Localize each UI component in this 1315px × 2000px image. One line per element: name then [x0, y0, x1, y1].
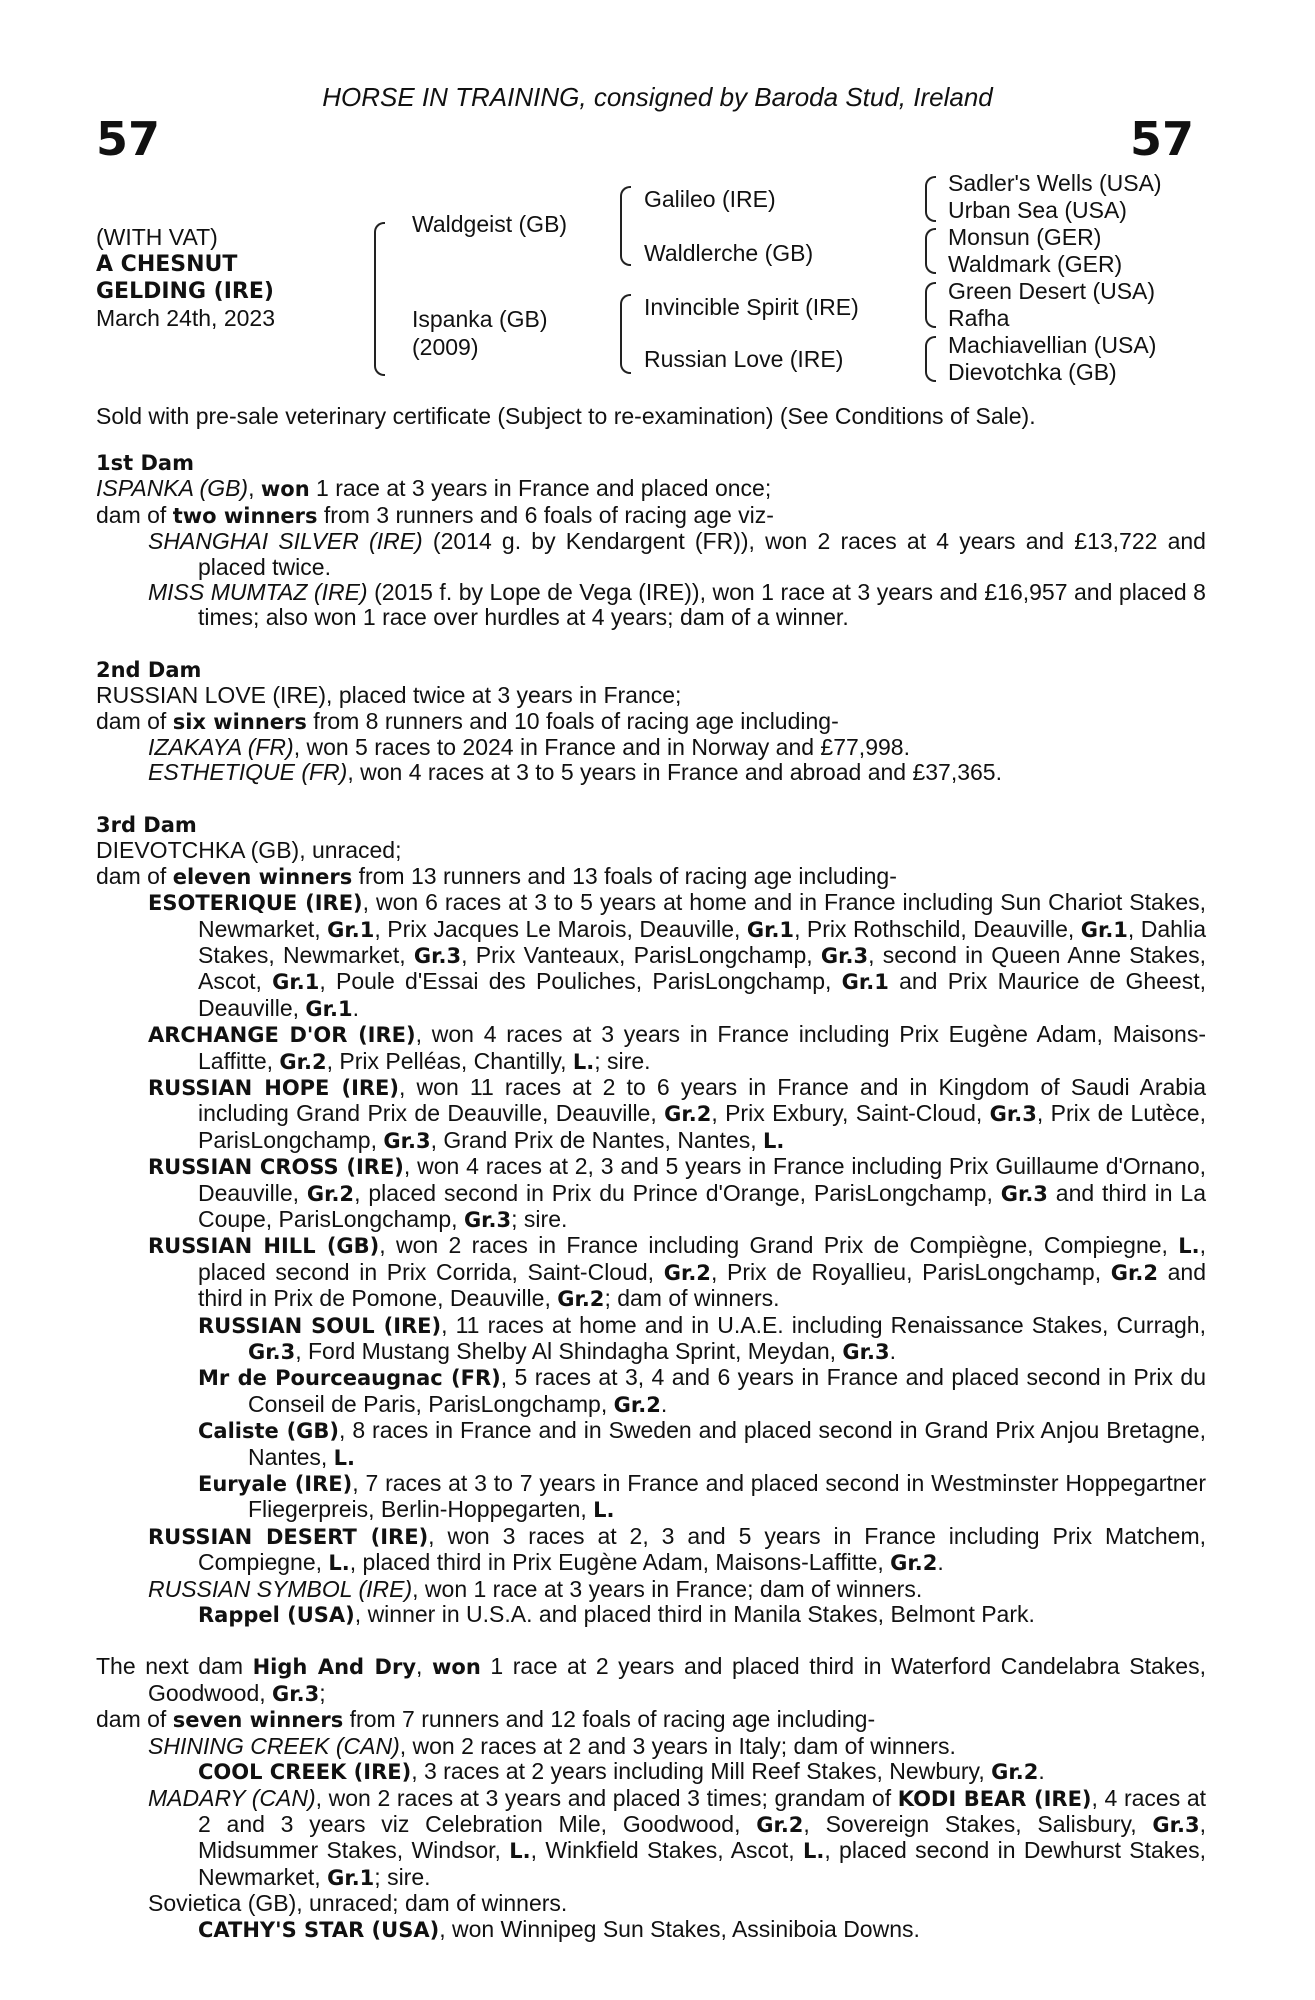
third-dam-produce-line: dam of eleven winners from 13 runners and 13 foals of racing age including-: [96, 862, 897, 889]
second-dam-line: RUSSIAN LOVE (IRE), placed twice at 3 years in France;: [96, 682, 682, 709]
produce-subentry: Caliste (GB), 8 races in France and in Sweden and placed second in Grand Prix Anjou Bretagne, Nantes, L.: [198, 1417, 1206, 1470]
subject-line-1: A CHESNUT: [96, 252, 238, 277]
lot-number-left: 57: [96, 112, 161, 166]
brace-g3-4: [925, 336, 936, 382]
produce-subentry: RUSSIAN SOUL (IRE), 11 races at home and in U.A.E. including Renaissance Stakes, Curragh, Gr.3, Ford Mustang Shelby Al Shindagha Sprint, Meydan, Gr.3.: [198, 1311, 1206, 1364]
produce-subentry: Euryale (IRE), 7 races at 3 to 7 years in France and placed second in Westminster Hoppegartner Fliegerpreis, Berlin-Hoppegarten, L.: [198, 1470, 1206, 1523]
produce-entry: IZAKAYA (FR), won 5 races to 2024 in France and in Norway and £77,998.: [148, 734, 910, 761]
produce-entry: MISS MUMTAZ (IRE) (2015 f. by Lope de Vega (IRE)), won 1 race at 3 years and £16,957 and placed 8 times; also won 1 race over hurdles at 4 years; dam of a winner.: [148, 579, 1206, 631]
vet-certificate-note: Sold with pre-sale veterinary certificate (Subject to re-examination) (See Conditions of Sale).: [96, 403, 1036, 429]
vat-note: (WITH VAT): [96, 224, 218, 250]
pedigree-ggs-3: Green Desert (USA): [948, 278, 1156, 304]
pedigree-sire: Waldgeist (GB): [412, 211, 568, 237]
produce-subentry: Mr de Pourceaugnac (FR), 5 races at 3, 4 and 6 years in France and placed second in Prix du Conseil de Paris, ParisLongchamp, Gr.2.: [198, 1364, 1207, 1417]
pedigree-dam: Ispanka (GB): [412, 306, 548, 332]
pedigree-ggs-2: Monsun (GER): [948, 224, 1102, 250]
brace-g3-3: [925, 282, 936, 328]
subject-line-2: GELDING (IRE): [96, 279, 274, 304]
produce-entry: ESTHETIQUE (FR), won 4 races at 3 to 5 years in France and abroad and £37,365.: [148, 759, 1002, 786]
produce-entry: SHANGHAI SILVER (IRE) (2014 g. by Kendargent (FR)), won 2 races at 4 years and £13,722 and placed twice.: [148, 528, 1206, 580]
produce-entry: RUSSIAN DESERT (IRE), won 3 races at 2, 3 and 5 years in France including Prix Matchem, Compiegne, L., placed third in Prix Eugène Adam, Maisons-Laffitte, Gr.2.: [148, 1522, 1206, 1576]
pedigree-ggd-3: Rafha: [948, 305, 1010, 331]
produce-entry: RUSSIAN HILL (GB), won 2 races in France including Grand Prix de Compiègne, Compiegne, L., placed second in Prix Corrida, Saint-Cloud, Gr.2, Prix de Royallieu, ParisLongchamp, Gr.2 and third in Prix de Pomone, Deauville, Gr.2; dam of winners.: [148, 1232, 1206, 1312]
produce-entry: Sovietica (GB), unraced; dam of winners.: [148, 1890, 568, 1917]
produce-entry: RUSSIAN SYMBOL (IRE), won 1 race at 3 years in France; dam of winners.: [148, 1575, 923, 1602]
catalogue-header: HORSE IN TRAINING, consigned by Baroda Stud, Ireland: [322, 82, 993, 112]
brace-dam-parents: [620, 294, 631, 374]
produce-entry: SHINING CREEK (CAN), won 2 races at 2 and 3 years in Italy; dam of winners.: [148, 1732, 956, 1759]
brace-sire-parents: [620, 186, 631, 266]
second-dam-produce-line: dam of six winners from 8 runners and 10 foals of racing age including-: [96, 707, 839, 734]
produce-entry: ARCHANGE D'OR (IRE), won 4 races at 3 years in France including Prix Eugène Adam, Maisons-Laffitte, Gr.2, Prix Pelléas, Chantilly, L.; sire.: [148, 1021, 1206, 1074]
first-dam-line: ISPANKA (GB), won 1 race at 3 years in France and placed once;: [96, 475, 772, 502]
first-dam-produce-line: dam of two winners from 3 runners and 6 foals of racing age viz-: [96, 501, 774, 528]
pedigree-sire-dam: Waldlerche (GB): [644, 240, 814, 266]
produce-entry: ESOTERIQUE (IRE), won 6 races at 3 to 5 years at home and in France including Sun Chariot Stakes, Newmarket, Gr.1, Prix Jacques Le Marois, Deauville, Gr.1, Prix Rothschild, Deauville, Gr.1, Dahlia Stakes, Newmarket, Gr.3, Prix Vanteaux, ParisLongchamp, Gr.3, second in Queen Anne Stakes, Ascot, Gr.1, Poule d'Essai des Pouliches, ParisLongchamp, Gr.1 and Prix Maurice de Gheest, Deauville, Gr.1.: [148, 889, 1206, 1021]
pedigree-dam-dam: Russian Love (IRE): [644, 346, 844, 372]
brace-g3-1: [925, 176, 936, 222]
pedigree-notes: [96, 450, 1206, 1943]
pedigree-dam-sire: Invincible Spirit (IRE): [644, 294, 859, 320]
lot-number-right: 57: [1130, 112, 1195, 166]
first-dam-heading: 1st Dam: [96, 451, 194, 475]
subject-block: [96, 224, 275, 332]
foaling-date: March 24th, 2023: [96, 305, 276, 331]
third-dam-heading: 3rd Dam: [96, 812, 197, 837]
pedigree-ggs-1: Sadler's Wells (USA): [948, 170, 1162, 196]
pedigree-ggs-4: Machiavellian (USA): [948, 332, 1157, 358]
pedigree-sire-sire: Galileo (IRE): [644, 186, 776, 212]
produce-entry: RUSSIAN CROSS (IRE), won 4 races at 2, 3 and 5 years in France including Prix Guillaume d'Ornano, Deauville, Gr.2, placed second in Prix du Prince d'Orange, ParisLongchamp, Gr.3 and third in La Coupe, ParisLongchamp, Gr.3; sire.: [148, 1153, 1206, 1232]
third-dam-line: DIEVOTCHKA (GB), unraced;: [96, 837, 402, 864]
next-dam-line: The next dam High And Dry, won 1 race at 2 years and placed third in Waterford Candelabra Stakes, Goodwood, Gr.3;: [96, 1653, 1206, 1706]
pedigree-ggd-2: Waldmark (GER): [948, 251, 1123, 277]
produce-subentry: COOL CREEK (IRE), 3 races at 2 years including Mill Reef Stakes, Newbury, Gr.2.: [198, 1758, 1045, 1785]
produce-subentry: CATHY'S STAR (USA), won Winnipeg Sun Stakes, Assiniboia Downs.: [198, 1915, 920, 1942]
brace-generation-1: [374, 222, 385, 376]
next-dam-produce-line: dam of seven winners from 7 runners and 12 foals of racing age including-: [96, 1706, 876, 1733]
pedigree-ggd-1: Urban Sea (USA): [948, 197, 1127, 223]
brace-g3-2: [925, 228, 936, 274]
second-dam-heading: 2nd Dam: [96, 657, 202, 682]
pedigree-ggd-4: Dievotchka (GB): [948, 359, 1117, 385]
pedigree-dam-year: (2009): [412, 334, 479, 360]
produce-subentry: Rappel (USA), winner in U.S.A. and placed third in Manila Stakes, Belmont Park.: [198, 1601, 1035, 1628]
produce-entry: MADARY (CAN), won 2 races at 3 years and placed 3 times; grandam of KODI BEAR (IRE), 4 races at 2 and 3 years viz Celebration Mile, Goodwood, Gr.2, Sovereign Stakes, Salisbury, Gr.3, Midsummer Stakes, Windsor, L., Winkfield Stakes, Ascot, L., placed second in Dewhurst Stakes, Newmarket, Gr.1; sire.: [148, 1784, 1207, 1890]
produce-entry: RUSSIAN HOPE (IRE), won 11 races at 2 to 6 years in France and in Kingdom of Saudi Arabia including Grand Prix de Deauville, Deauville, Gr.2, Prix Exbury, Saint-Cloud, Gr.3, Prix de Lutèce, ParisLongchamp, Gr.3, Grand Prix de Nantes, Nantes, L.: [148, 1073, 1207, 1153]
